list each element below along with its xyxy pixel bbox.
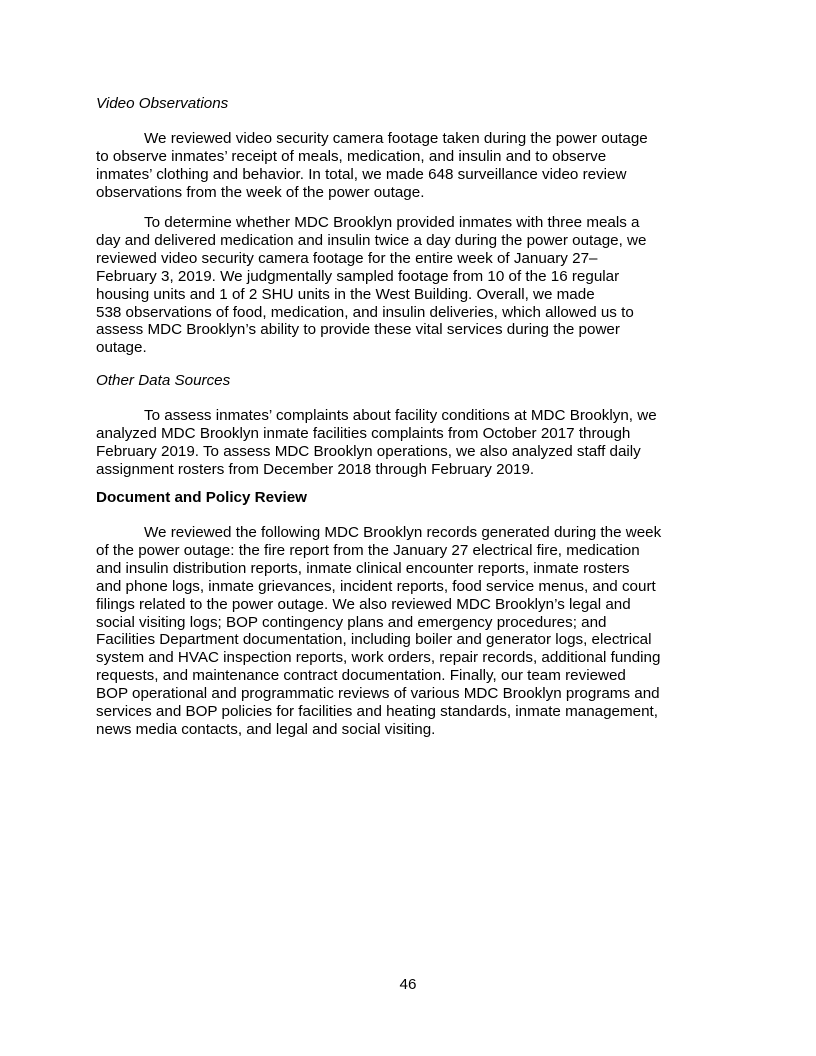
text-line: February 3, 2019. We judgmentally sampled footage from 10 of the 16 regular: [96, 267, 620, 285]
text-line: BOP operational and programmatic reviews of various MDC Brooklyn programs and: [96, 685, 660, 703]
text-line: observations from the week of the power outage.: [96, 183, 425, 201]
paragraph: [96, 130, 648, 202]
text-line: to observe inmates’ receipt of meals, medication, and insulin and to observe: [96, 147, 607, 165]
text-line: inmates’ clothing and behavior. In total, we made 648 surveillance video review: [96, 165, 627, 183]
text-line: analyzed MDC Brooklyn inmate facilities complaints from October 2017 through: [96, 424, 631, 442]
text-line: news media contacts, and legal and social visiting.: [96, 720, 436, 738]
text-line: housing units and 1 of 2 SHU units in the West Building. Overall, we made: [96, 285, 595, 303]
page-number: 46: [399, 976, 417, 993]
text-line: and insulin distribution reports, inmate clinical encounter reports, inmate rosters: [96, 559, 630, 577]
text-line: assess MDC Brooklyn’s ability to provide these vital services during the power: [96, 321, 620, 339]
text-line: outage.: [96, 339, 147, 357]
heading-other-data-sources: Other Data Sources: [96, 372, 231, 389]
text-line: services and BOP policies for facilities and heating standards, inmate management,: [96, 703, 658, 721]
text-line: day and delivered medication and insulin twice a day during the power outage, we: [96, 231, 647, 249]
text-line: of the power outage: the fire report from the January 27 electrical fire, medication: [96, 541, 640, 559]
text-line: requests, and maintenance contract documentation. Finally, our team reviewed: [96, 667, 626, 685]
text-line: assignment rosters from December 2018 through February 2019.: [96, 460, 535, 478]
text-line: 538 observations of food, medication, and insulin deliveries, which allowed us to: [96, 303, 634, 321]
text-line: To assess inmates’ complaints about facility conditions at MDC Brooklyn, we: [144, 407, 657, 424]
heading-document-policy-review: Document and Policy Review: [96, 489, 307, 506]
heading-video-observations: Video Observations: [96, 95, 229, 112]
text-line: system and HVAC inspection reports, work orders, repair records, additional funding: [96, 649, 661, 667]
text-line: February 2019. To assess MDC Brooklyn operations, we also analyzed staff daily: [96, 442, 641, 460]
text-line: Facilities Department documentation, including boiler and generator logs, electrical: [96, 631, 652, 649]
paragraph: [96, 214, 646, 357]
text-line: and phone logs, inmate grievances, incident reports, food service menus, and court: [96, 577, 656, 595]
paragraph: [96, 524, 661, 739]
text-line: reviewed video security camera footage for the entire week of January 27–: [96, 249, 598, 267]
text-line: We reviewed video security camera footage taken during the power outage: [144, 130, 648, 147]
text-line: social visiting logs; BOP contingency plans and emergency procedures; and: [96, 613, 607, 631]
text-line: To determine whether MDC Brooklyn provided inmates with three meals a: [144, 214, 640, 231]
text-line: filings related to the power outage. We also reviewed MDC Brooklyn’s legal and: [96, 595, 631, 613]
paragraph: [96, 407, 657, 479]
text-line: We reviewed the following MDC Brooklyn records generated during the week: [144, 524, 662, 541]
